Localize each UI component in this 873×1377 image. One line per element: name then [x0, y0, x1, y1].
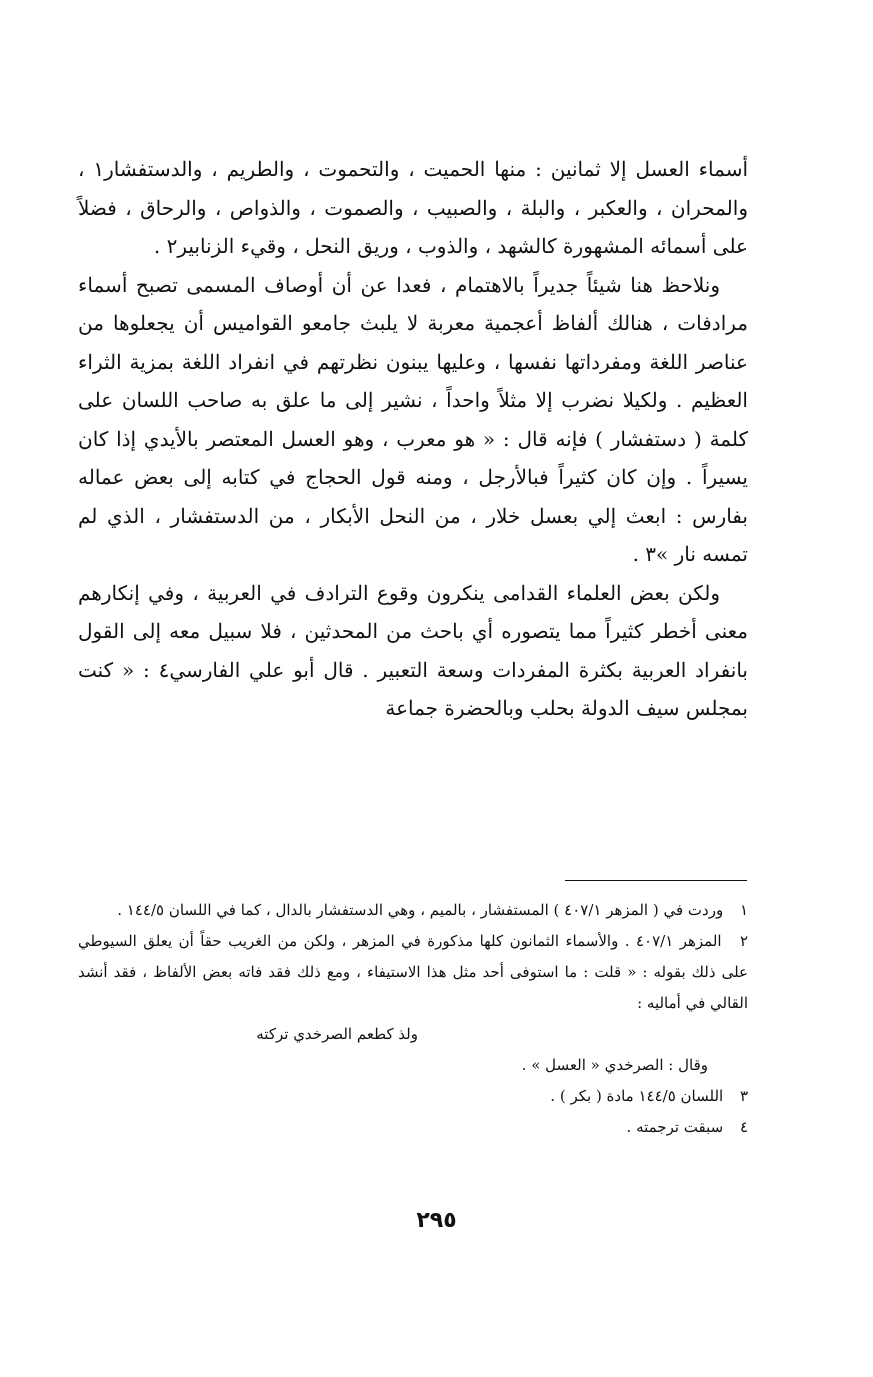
footnote-1 [78, 895, 748, 926]
footnote-3 [78, 1081, 748, 1112]
footnote-number: ٢ [739, 932, 749, 950]
paragraph-1: أسماء العسل إلا ثمانين : منها الحميت ، والتحموت ، والطريم ، والدستفشار١ ، والمحران ، والعكبر ، والبلة ، والصبيب ، والصموت ، والذواص ، والرحاق ، فضلاً على أسمائه المشهورة كالشهد ، والذوب ، وريق النحل ، وقيء الزنابير٢ . [78, 157, 749, 258]
footnote-number: ٤ [739, 1118, 748, 1136]
footnote-text: المزهر ٤٠٧/١ . والأسماء الثمانون كلها مذكورة في المزهر ، ولكن من الغريب حقاً أن يعلق السيوطي على ذلك بقوله : « قلت : ما استوفى أحد مثل هذا الاستيفاء ، ومع ذلك فقد فاته بعض الألفاظ ، فقد أنشد القالي في أماليه : [78, 932, 748, 1012]
page-number: ٢٩٥ [416, 1208, 457, 1233]
verse-gloss: وقال : الصرخدي « العسل » . [521, 1056, 708, 1074]
footnote-text: سبقت ترجمته . [626, 1118, 724, 1136]
footnote-4 [78, 1112, 748, 1143]
footnote-number: ٣ [739, 1087, 748, 1105]
footnote-text: وردت في ( المزهر ٤٠٧/١ ) المستفشار ، بالميم ، وهي الدستفشار بالدال ، كما في اللسان ١٤٤/٥ . [117, 901, 724, 919]
footnote-number: ١ [739, 901, 748, 919]
footnote-2 [78, 926, 748, 1019]
paragraph-3: ولكن بعض العلماء القدامى ينكرون وقوع الترادف في العربية ، وفي إنكارهم معنى أخطر كثيراً مما يتصوره أي باحث من المحدثين ، فلا سبيل معه إلى القول بانفراد العربية بكثرة المفردات وسعة التعبير . قال أبو علي الفارسي٤ : « كنت بمجلس سيف الدولة بحلب وبالحضرة جماعة [78, 580, 748, 720]
main-text [78, 150, 748, 728]
footnote-divider [565, 880, 747, 881]
footnotes [78, 895, 748, 1143]
footnote-text: اللسان ١٤٤/٥ مادة ( بكر ) . [550, 1087, 724, 1105]
paragraph-2: ونلاحظ هنا شيئاً جديراً بالاهتمام ، فعدا عن أن أوصاف المسمى تصبح أسماء مرادفات ، هنالك ألفاظ أعجمية معربة لا يلبث جامعو القواميس أن يجعلوها من عناصر اللغة ومفرداتها نفسها ، وعليها يبنون نظرتهم في انفراد اللغة بمزية الثراء العظيم . ولكيلا نضرب إلا مثلاً واحداً ، نشير إلى ما علق به صاحب اللسان على كلمة ( دستفشار ) فإنه قال : « هو معرب ، وهو العسل المعتصر بالأيدي إذا كان يسيراً . وإن كان كثيراً فبالأرجل ، ومنه قول الحجاج في كتابه إلى بعض عماله بفارس : ابعث إلي بعسل خلار ، من النحل الأبكار ، من الدستفشار ، الذي لم تمسه نار »٣ . [78, 272, 748, 566]
poetry-verse: ولذ كطعم الصرخدي تركته [256, 1025, 418, 1043]
